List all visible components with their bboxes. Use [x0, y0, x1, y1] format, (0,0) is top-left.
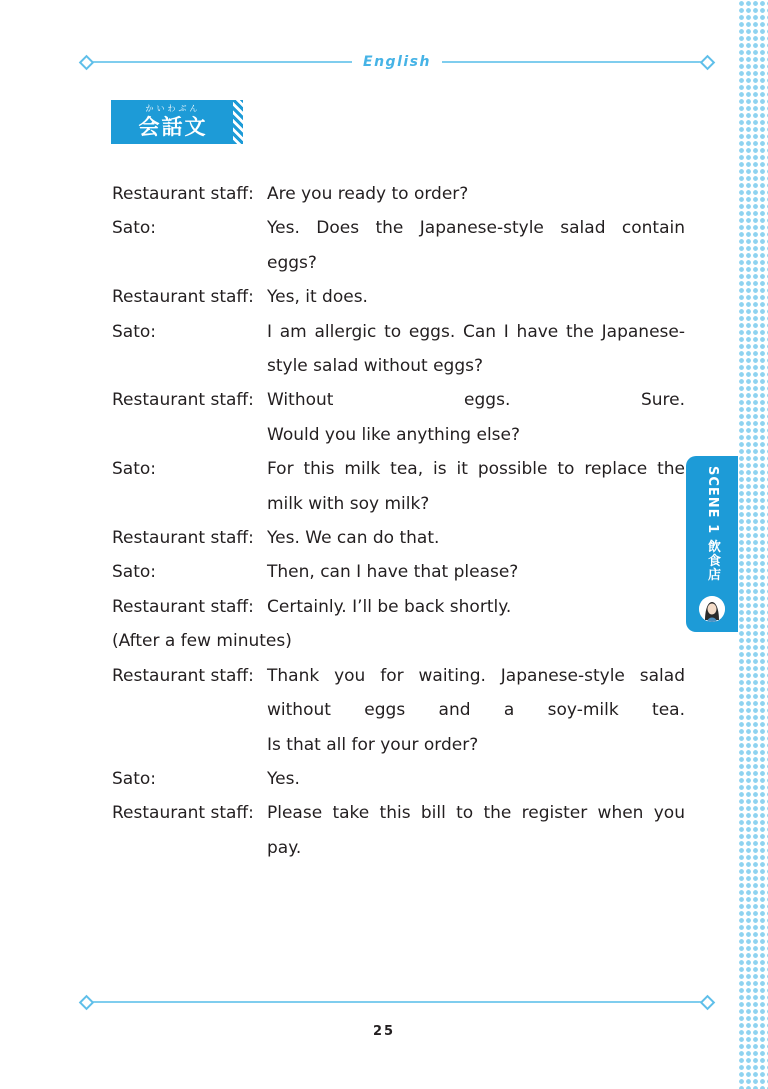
- rule-left-diamond-icon: [79, 55, 95, 71]
- dialogue-line: [112, 211, 685, 245]
- speaker-label: Restaurant staff:: [112, 803, 254, 824]
- section-badge: [111, 100, 235, 144]
- scene-tab-label: SCENE 1 飲食店: [705, 466, 720, 582]
- dialogue-text: Certainly. I’ll be back shortly.: [267, 596, 512, 617]
- dialogue-line: [112, 762, 685, 796]
- dialogue-text: style salad without eggs?: [267, 356, 484, 377]
- dialogue-text: Please take this bill to the register when you: [267, 803, 685, 824]
- footer-right-diamond-icon: [700, 995, 716, 1011]
- dialogue-line: [112, 349, 685, 383]
- dialogue-line: [112, 315, 685, 349]
- dialogue-text: Then, can I have that please?: [267, 562, 519, 583]
- dialogue-text: Yes, it does.: [267, 287, 368, 308]
- dialogue-line: [112, 177, 685, 211]
- speaker-label: Sato:: [112, 768, 157, 789]
- page-number: 25: [372, 1024, 396, 1039]
- avatar-icon: [699, 596, 725, 622]
- dialogue-line: [112, 728, 685, 762]
- dialogue-text: Thank you for waiting. Japanese-style salad: [267, 665, 685, 686]
- dialogue-text: Yes. Does the Japanese-style salad contain: [267, 218, 685, 239]
- speaker-label: [112, 728, 267, 762]
- footer-left-diamond-icon: [79, 995, 95, 1011]
- speaker-label: [112, 349, 267, 383]
- section-title: 会話文: [138, 115, 208, 139]
- dialogue-text: Without eggs. Sure.: [267, 390, 685, 411]
- speaker-label: [112, 831, 267, 865]
- speaker-label: [112, 418, 267, 452]
- dialogue: [112, 177, 685, 865]
- speaker-label: Restaurant staff:: [112, 390, 254, 411]
- stage-direction-text: (After a few minutes): [112, 631, 292, 652]
- speaker-label: Sato:: [112, 218, 157, 239]
- dialogue-text: without eggs and a soy-milk tea.: [267, 700, 685, 721]
- dialogue-text: I am allergic to eggs. Can I have the Japanese-: [267, 321, 685, 342]
- dialogue-line: [112, 693, 685, 727]
- dialogue-line: [112, 418, 685, 452]
- dialogue-line: [112, 280, 685, 314]
- dialogue-text: Is that all for your order?: [267, 734, 479, 755]
- rule-right-diamond-icon: [700, 55, 716, 71]
- speaker-label: [112, 693, 267, 727]
- dialogue-line: [112, 590, 685, 624]
- dialogue-text: Would you like anything else?: [267, 424, 520, 445]
- dialogue-line: [112, 452, 685, 486]
- stage-direction: [112, 624, 685, 658]
- page-header-label: English: [352, 52, 442, 72]
- speaker-label: Restaurant staff:: [112, 596, 254, 617]
- dialogue-text: pay.: [267, 837, 302, 858]
- dialogue-text: Are you ready to order?: [267, 184, 469, 204]
- speaker-label: [112, 487, 267, 521]
- speaker-label: Restaurant staff:: [112, 665, 254, 686]
- dialogue-line: [112, 521, 685, 555]
- dialogue-line: [112, 246, 685, 280]
- dialogue-line: [112, 659, 685, 693]
- speaker-label: Restaurant staff:: [112, 528, 254, 549]
- dialogue-text: For this milk tea, is it possible to replace the: [267, 459, 685, 480]
- section-ruby: かいわぶん: [145, 104, 201, 113]
- dialogue-line: [112, 796, 685, 830]
- dialogue-line: [112, 555, 685, 589]
- footer-rule: [84, 1001, 710, 1003]
- dotted-side-strip: [738, 0, 768, 1089]
- scene-side-tab[interactable]: [686, 456, 738, 632]
- speaker-label: Sato:: [112, 562, 157, 583]
- speaker-label: Sato:: [112, 321, 157, 342]
- dialogue-line: [112, 487, 685, 521]
- speaker-label: Sato:: [112, 459, 157, 480]
- speaker-label: Restaurant staff:: [112, 184, 254, 204]
- dialogue-text: Yes.: [267, 768, 300, 789]
- dialogue-text: Yes. We can do that.: [267, 528, 440, 549]
- speaker-label: [112, 246, 267, 280]
- dialogue-text: milk with soy milk?: [267, 493, 430, 514]
- speaker-label: Restaurant staff:: [112, 287, 254, 308]
- dialogue-text: eggs?: [267, 252, 317, 273]
- dialogue-line: [112, 383, 685, 417]
- dialogue-line: [112, 831, 685, 865]
